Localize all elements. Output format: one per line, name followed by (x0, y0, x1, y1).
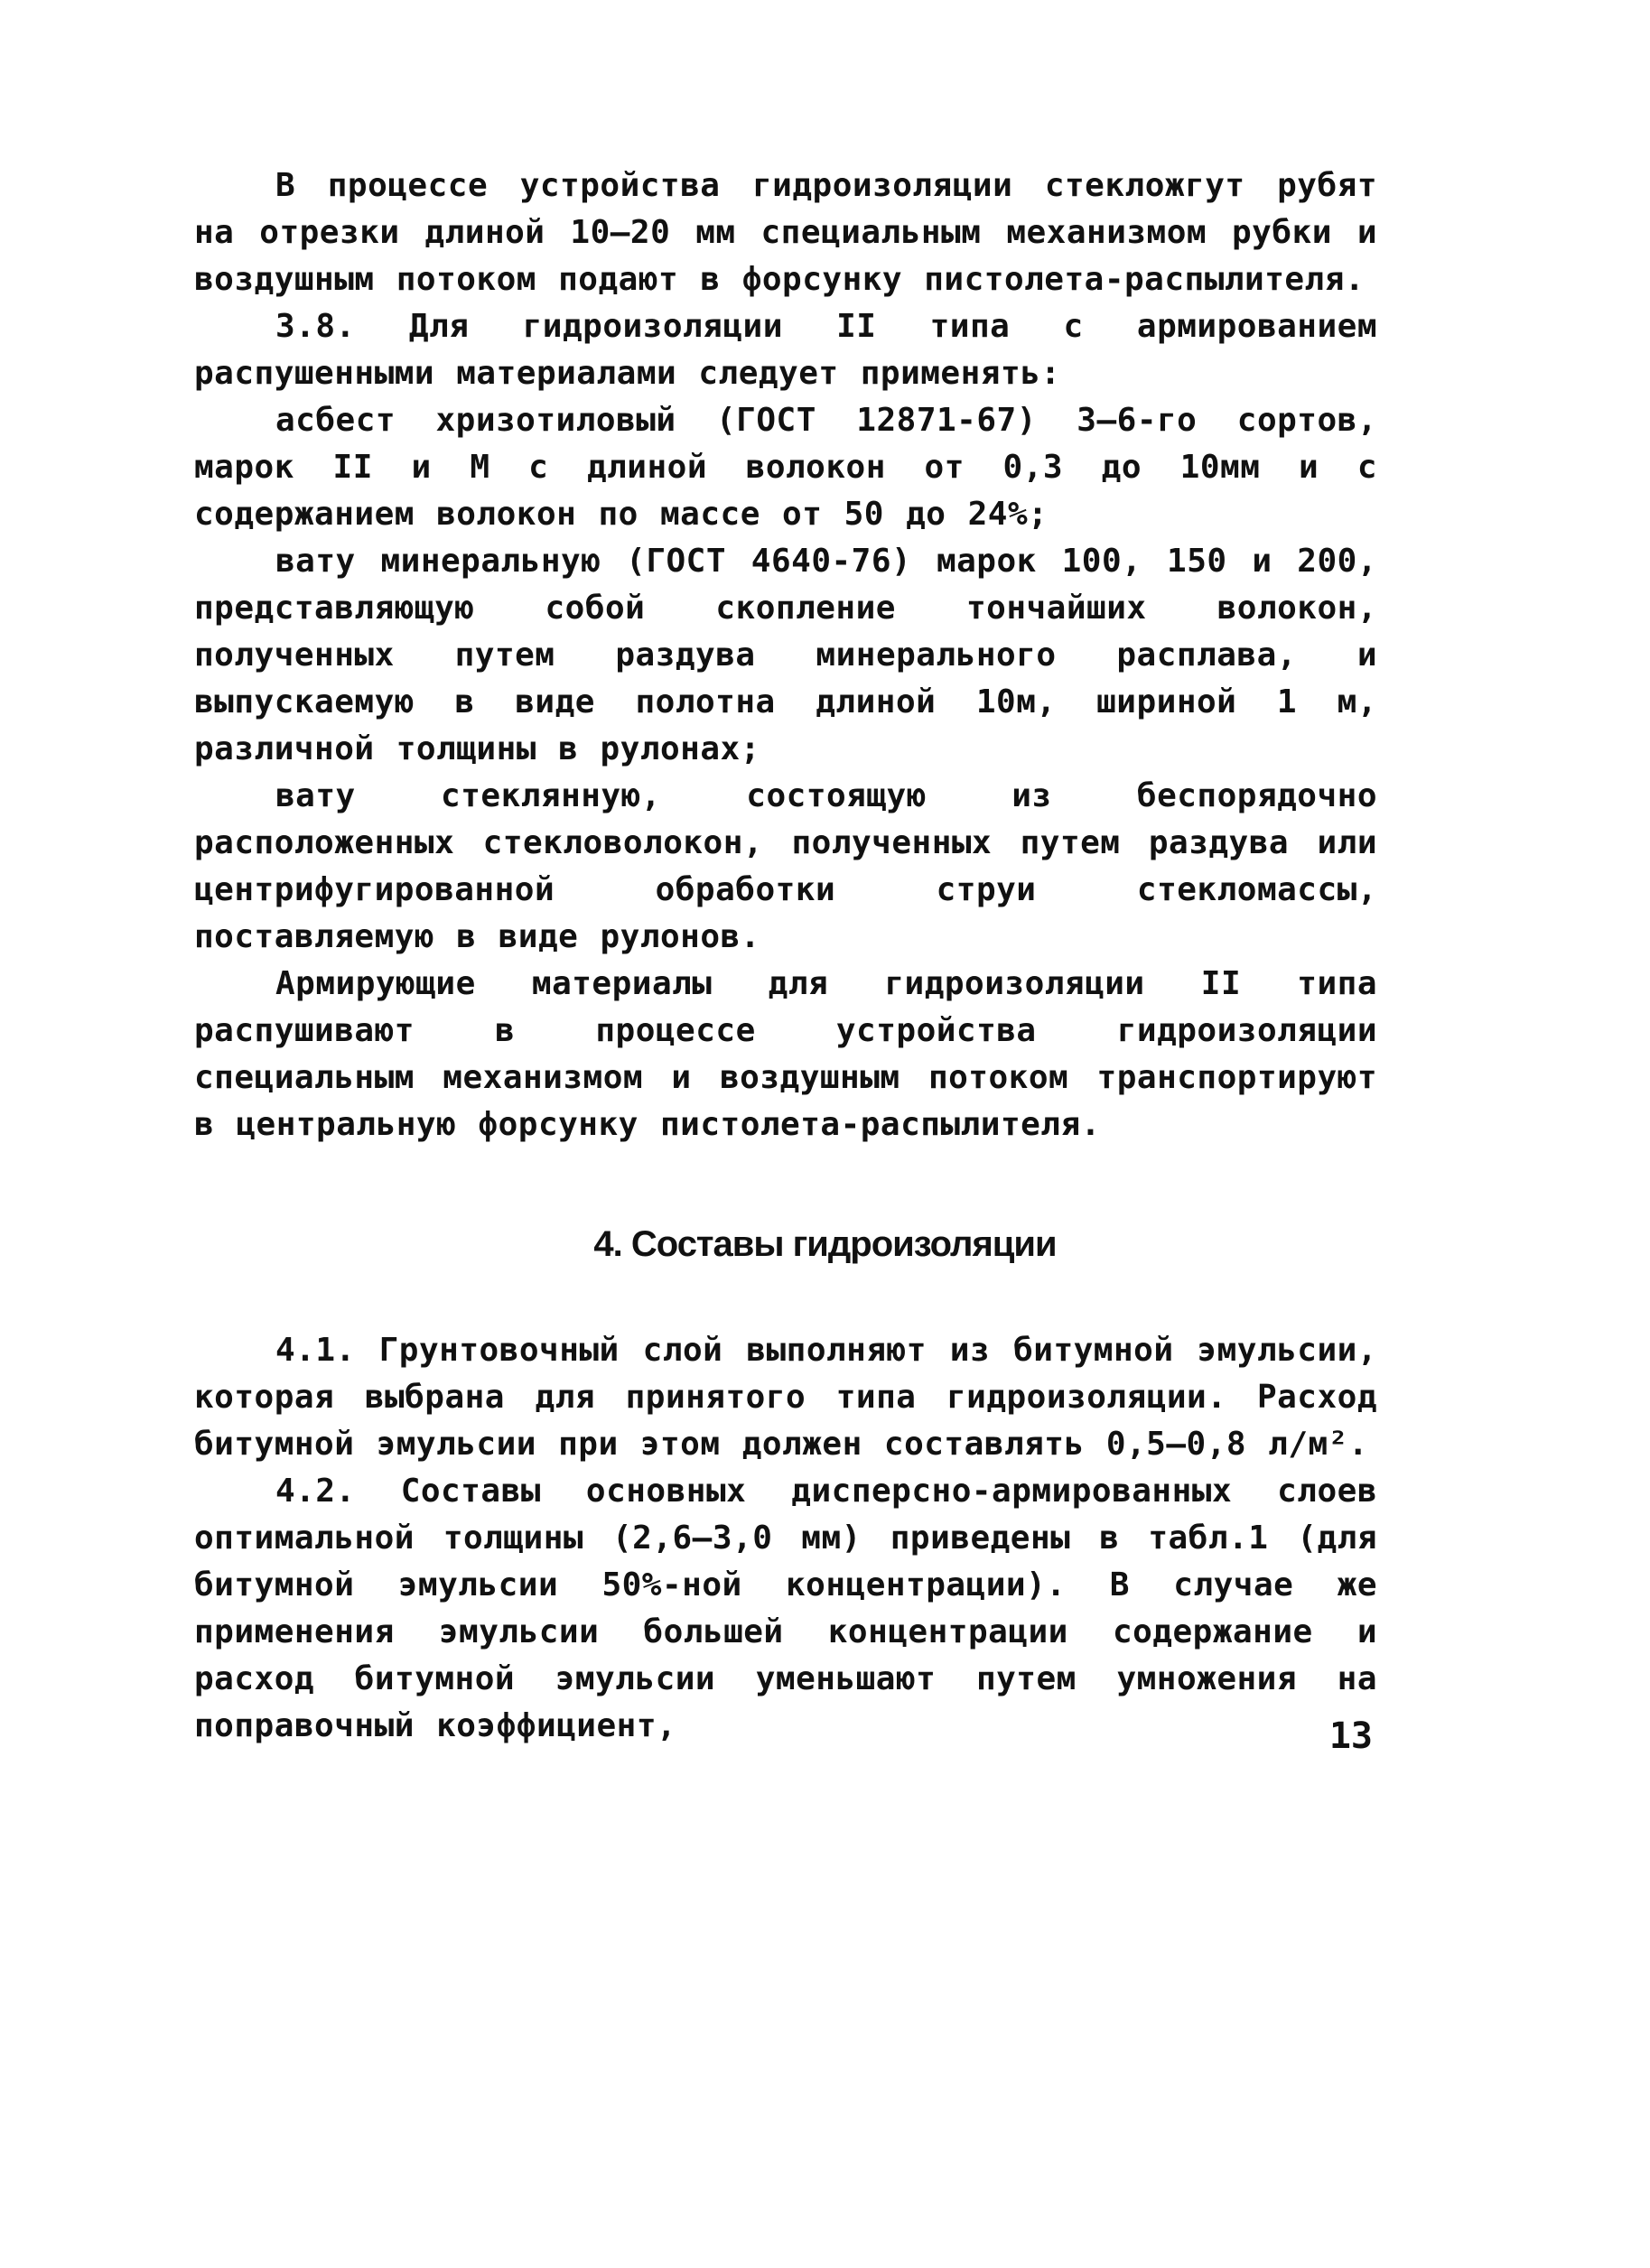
paragraph-mineral-wool: вату минеральную (ГОСТ 4640-76) марок 100, 150 и 200, представляющую собой скопление тончайших волокон, полученных путем раздува минерального расплава, и выпускаемую в виде полотна длиной 10м, шириной 1 м, различной толщины в рулонах; (194, 543, 1377, 767)
paragraph-4-2: 4.2. Составы основных дисперсно-армированных слоев оптимальной толщины (2,6–3,0 мм) приведены в табл.1 (для битумной эмульсии 50%-ной концентрации). В случае же применения эмульсии большей концентрации содержание и расход битумной эмульсии уменьшают путем умножения на поправочный коэффициент, (194, 1473, 1377, 1744)
paragraph-reinforcing: Армирующие материалы для гидроизоляции II типа распушивают в процессе устройства гидроизоляции специальным механизмом и воздушным потоком транспортируют в центральную форсунку пистолета-распылителя. (194, 965, 1377, 1143)
paragraph-stekloghgut: В процессе устройства гидроизоляции стекложгут рубят на отрезки длиной 10–20 мм специальным механизмом рубки и воздушным потоком подают в форсунку пистолета-распылителя. (194, 167, 1377, 298)
page-number: 13 (1328, 1715, 1373, 1757)
body-text-bottom (194, 1327, 1377, 1750)
body-text-top (194, 163, 1377, 1148)
section-heading: 4. Составы гидроизоляции (593, 1224, 1057, 1264)
paragraph-4-1: 4.1. Грунтовочный слой выполняют из битумной эмульсии, которая выбрана для принятого типа гидроизоляции. Расход битумной эмульсии при этом должен составлять 0,5–0,8 л/м². (194, 1332, 1377, 1463)
paragraph-glass-wool: вату стеклянную, состоящую из беспорядочно расположенных стекловолокон, полученных путем раздува или центрифугированной обработки струи стекломассы, поставляемую в виде рулонов. (194, 777, 1377, 955)
paragraph-asbest: асбест хризотиловый (ГОСТ 12871-67) 3–6-го сортов, марок II и М с длиной волокон от 0,3 до 10мм и с содержанием волокон по массе от 50 до 24%; (194, 402, 1377, 533)
paragraph-3-8: 3.8. Для гидроизоляции II типа с армированием распушенными материалами следует применять: (194, 308, 1377, 392)
